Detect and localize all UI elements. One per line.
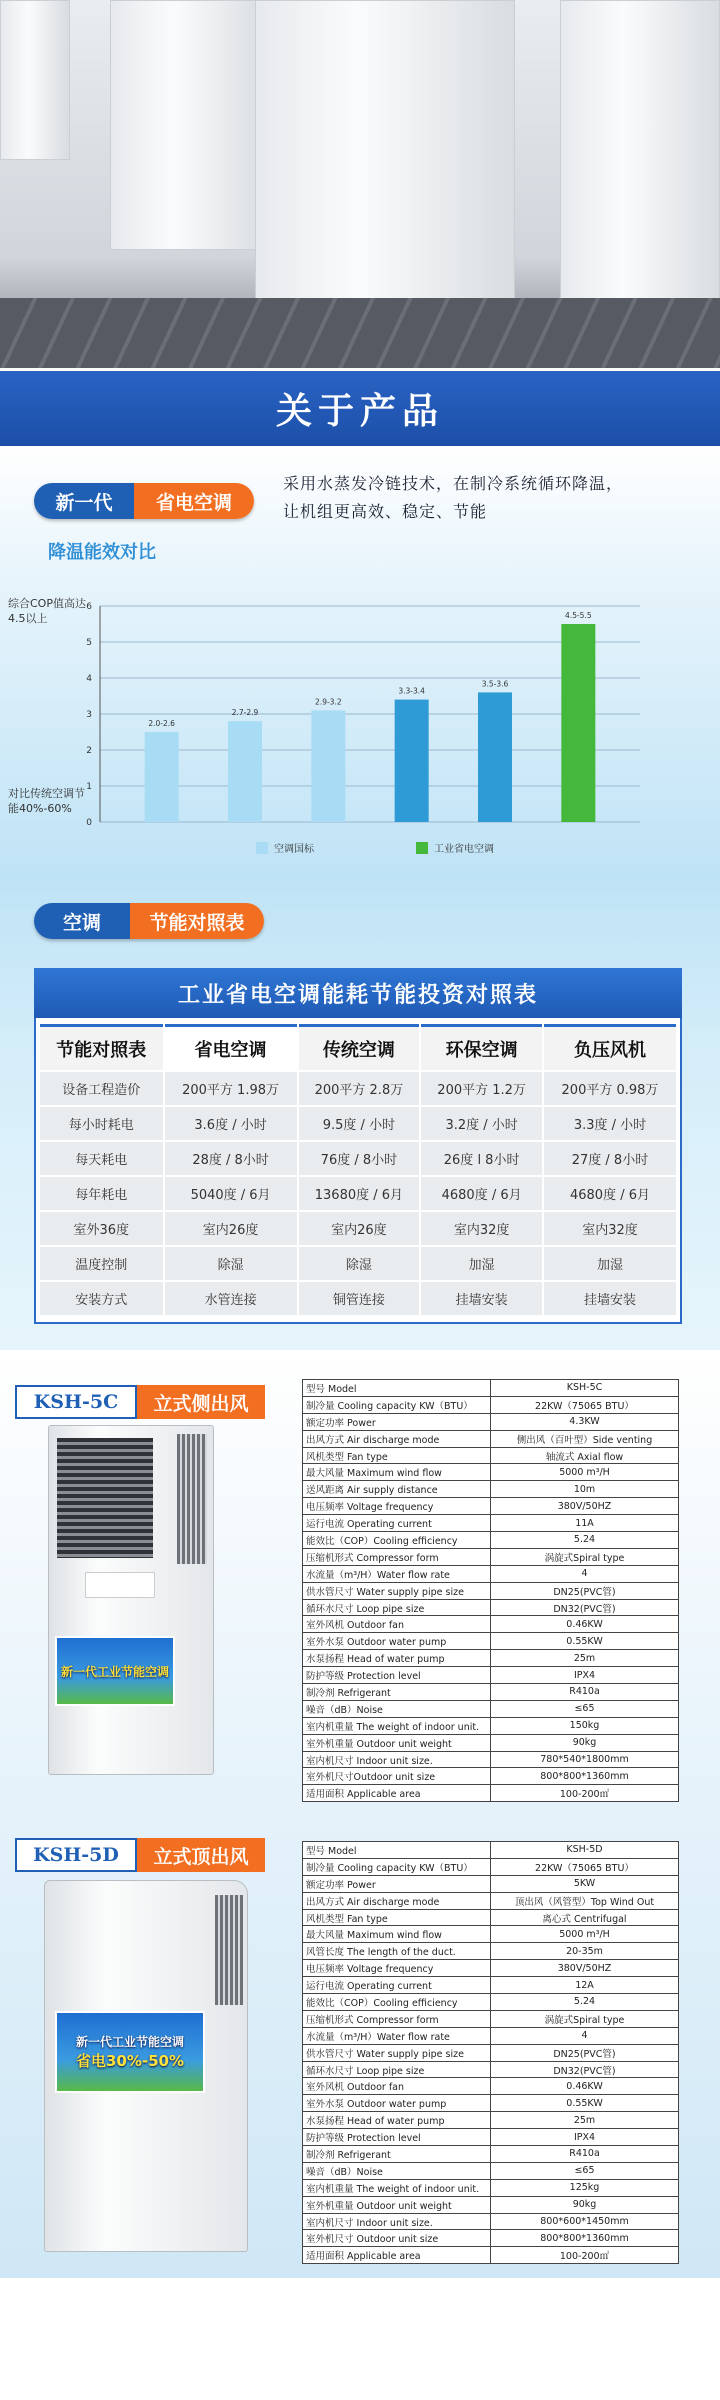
chart-bar bbox=[561, 624, 595, 822]
spec-label: 压缩机形式 Compressor form bbox=[303, 1548, 491, 1565]
model-label: KSH-5D bbox=[15, 1838, 137, 1872]
spec-row bbox=[303, 2095, 679, 2112]
comparison-row bbox=[40, 1177, 676, 1210]
spec-row bbox=[303, 2162, 679, 2179]
spec-label: 额定功率 Power bbox=[303, 1875, 491, 1892]
spec-label: 供水管尺寸 Water supply pipe size bbox=[303, 2044, 491, 2061]
y-tick-label: 5 bbox=[86, 638, 92, 648]
spec-label: 能效比（COP）Cooling efficiency bbox=[303, 1994, 491, 2011]
spec-label: 噪音（dB）Noise bbox=[303, 1700, 491, 1717]
spec-label: 水流量（m³/H）Water flow rate bbox=[303, 1565, 491, 1582]
chart-bar bbox=[478, 692, 512, 822]
chart-bar bbox=[395, 700, 429, 822]
spec-label: 室内机尺寸 Indoor unit size. bbox=[303, 1751, 491, 1768]
spec-value: 22KW（75065 BTU） bbox=[491, 1858, 679, 1875]
spec-label: 出风方式 Air discharge mode bbox=[303, 1892, 491, 1909]
comparison-cell: 加湿 bbox=[544, 1247, 676, 1280]
spec-value: 5.24 bbox=[491, 1994, 679, 2011]
spec-value: 150kg bbox=[491, 1717, 679, 1734]
bar-data-label: 2.9-3.2 bbox=[315, 697, 342, 707]
spec-row bbox=[303, 1717, 679, 1734]
spec-label: 风管长度 The length of the duct. bbox=[303, 1943, 491, 1960]
spec-value: DN25(PVC管) bbox=[491, 1582, 679, 1599]
side-vent bbox=[177, 1434, 207, 1564]
comparison-cell: 13680度 / 6月 bbox=[299, 1177, 420, 1210]
spec-row bbox=[303, 1380, 679, 1397]
spec-value: 125kg bbox=[491, 2179, 679, 2196]
spec-row bbox=[303, 1616, 679, 1633]
y-tick-label: 3 bbox=[86, 710, 92, 720]
spec-value: 5KW bbox=[491, 1875, 679, 1892]
spec-row bbox=[303, 2213, 679, 2230]
spec-label: 电压频率 Voltage frequency bbox=[303, 1960, 491, 1977]
spec-row bbox=[303, 2179, 679, 2196]
spec-row bbox=[303, 1515, 679, 1532]
sticker-saving: 省电30%-50% bbox=[75, 2052, 185, 2070]
spec-value: 100-200㎡ bbox=[491, 2247, 679, 2264]
spec-value: 轴流式 Axial flow bbox=[491, 1447, 679, 1464]
spec-value: 侧出风（百叶型）Side venting bbox=[491, 1430, 679, 1447]
spec-value: 380V/50HZ bbox=[491, 1498, 679, 1515]
comparison-cell: 室内26度 bbox=[165, 1212, 297, 1245]
spec-row bbox=[303, 1447, 679, 1464]
spec-row bbox=[303, 1548, 679, 1565]
spec-row bbox=[303, 1785, 679, 1802]
spec-value: ≤65 bbox=[491, 1700, 679, 1717]
legend-swatch bbox=[256, 842, 268, 854]
page-bottom bbox=[0, 2278, 720, 2400]
spec-row bbox=[303, 2044, 679, 2061]
comparison-cell: 76度 / 8小时 bbox=[299, 1142, 420, 1175]
spec-value: 10m bbox=[491, 1481, 679, 1498]
comparison-cell: 3.2度 / 小时 bbox=[421, 1107, 542, 1140]
comparison-header-cell: 环保空调 bbox=[421, 1024, 542, 1070]
comparison-header-cell: 节能对照表 bbox=[40, 1024, 163, 1070]
spec-row bbox=[303, 1430, 679, 1447]
comparison-cell: 200平方 1.98万 bbox=[165, 1072, 297, 1105]
spec-label: 送风距离 Air supply distance bbox=[303, 1481, 491, 1498]
legend-swatch bbox=[416, 842, 428, 854]
sticker-text: 新一代工业节能空调 bbox=[60, 1664, 169, 1679]
comparison-cell: 每小时耗电 bbox=[40, 1107, 163, 1140]
spec-label: 室内机尺寸 Indoor unit size. bbox=[303, 2213, 491, 2230]
spec-row bbox=[303, 1926, 679, 1943]
floor bbox=[0, 298, 720, 368]
spec-row bbox=[303, 1768, 679, 1785]
air-grille bbox=[57, 1438, 153, 1558]
spec-row bbox=[303, 1994, 679, 2011]
chart-bar bbox=[145, 732, 179, 822]
chart-title: 降温能效对比 bbox=[48, 542, 156, 563]
spec-value: R410a bbox=[491, 2146, 679, 2163]
comparison-cell: 挂墙安装 bbox=[421, 1282, 542, 1315]
spec-row bbox=[303, 1943, 679, 1960]
spec-value: KSH-5C bbox=[491, 1380, 679, 1397]
side-vent bbox=[215, 1895, 243, 2005]
legend-label: 工业省电空调 bbox=[434, 844, 494, 855]
chart-legend bbox=[256, 842, 494, 855]
spec-value: 5.24 bbox=[491, 1532, 679, 1549]
product2-tag bbox=[15, 1838, 265, 1872]
spec-label: 室外机尺寸Outdoor unit size bbox=[303, 1768, 491, 1785]
spec-value: IPX4 bbox=[491, 2129, 679, 2146]
spec-value: DN32(PVC管) bbox=[491, 2061, 679, 2078]
spec-row bbox=[303, 2061, 679, 2078]
cop-note: 综合COP值高达4.5以上 bbox=[8, 597, 86, 625]
spec-label: 供水管尺寸 Water supply pipe size bbox=[303, 1582, 491, 1599]
comparison-cell: 4680度 / 6月 bbox=[421, 1177, 542, 1210]
comparison-cell: 加湿 bbox=[421, 1247, 542, 1280]
chart-bars bbox=[145, 611, 596, 822]
y-tick-label: 1 bbox=[86, 782, 92, 792]
y-tick-label: 2 bbox=[86, 746, 92, 756]
type-label: 立式侧出风 bbox=[137, 1385, 265, 1419]
spec-value: 0.46KW bbox=[491, 2078, 679, 2095]
comparison-header-cell: 省电空调 bbox=[165, 1024, 297, 1070]
spec-label: 制冷剂 Refrigerant bbox=[303, 1684, 491, 1701]
spec-value: 780*540*1800mm bbox=[491, 1751, 679, 1768]
spec-label: 型号 Model bbox=[303, 1380, 491, 1397]
spec-label: 制冷量 Cooling capacity KW（BTU） bbox=[303, 1858, 491, 1875]
comparison-cell: 室内32度 bbox=[421, 1212, 542, 1245]
spec-value: 800*600*1450mm bbox=[491, 2213, 679, 2230]
comparison-header-row bbox=[40, 1024, 676, 1070]
spec-label: 适用面积 Applicable area bbox=[303, 2247, 491, 2264]
spec-row bbox=[303, 2196, 679, 2213]
tag-left: 空调 bbox=[34, 903, 130, 939]
spec-label: 制冷量 Cooling capacity KW（BTU） bbox=[303, 1396, 491, 1413]
comparison-header-cell: 传统空调 bbox=[299, 1024, 420, 1070]
comparison-cell: 27度 / 8小时 bbox=[544, 1142, 676, 1175]
tag-left: 新一代 bbox=[34, 483, 134, 519]
chart-bar bbox=[311, 710, 345, 822]
spec-label: 最大风量 Maximum wind flow bbox=[303, 1926, 491, 1943]
spec-value: 5000 m³/H bbox=[491, 1464, 679, 1481]
spec-value: KSH-5D bbox=[491, 1842, 679, 1859]
spec-value: 涡旋式Spiral type bbox=[491, 2010, 679, 2027]
comparison-cell: 200平方 1.2万 bbox=[421, 1072, 542, 1105]
spec-row bbox=[303, 2247, 679, 2264]
bar-data-label: 2.7-2.9 bbox=[231, 708, 259, 718]
efficiency-chart bbox=[40, 586, 680, 866]
comparison-row bbox=[40, 1212, 676, 1245]
spec-label: 能效比（COP）Cooling efficiency bbox=[303, 1532, 491, 1549]
spec-row bbox=[303, 1700, 679, 1717]
banner-title: 关于产品 bbox=[275, 391, 444, 432]
comparison-cell: 挂墙安装 bbox=[544, 1282, 676, 1315]
spec-row bbox=[303, 1532, 679, 1549]
comparison-cell: 3.3度 / 小时 bbox=[544, 1107, 676, 1140]
spec-label: 室外风机 Outdoor fan bbox=[303, 2078, 491, 2095]
spec-row bbox=[303, 2078, 679, 2095]
comparison-cell: 200平方 0.98万 bbox=[544, 1072, 676, 1105]
spec-value: 0.46KW bbox=[491, 1616, 679, 1633]
comparison-tag bbox=[34, 903, 264, 939]
spec-row bbox=[303, 2146, 679, 2163]
tag-right: 节能对照表 bbox=[130, 903, 264, 939]
spec-row bbox=[303, 1734, 679, 1751]
spec-label: 适用面积 Applicable area bbox=[303, 1785, 491, 1802]
hero-photo bbox=[0, 0, 720, 368]
comparison-row bbox=[40, 1247, 676, 1280]
comparison-cell: 设备工程造价 bbox=[40, 1072, 163, 1105]
spec-label: 室外风机 Outdoor fan bbox=[303, 1616, 491, 1633]
spec-row bbox=[303, 2112, 679, 2129]
product-sticker bbox=[55, 2011, 205, 2093]
spec-value: 20-35m bbox=[491, 1943, 679, 1960]
traditional-note: 对比传统空调节能40%-60% bbox=[8, 787, 85, 815]
comparison-cell: 室内26度 bbox=[299, 1212, 420, 1245]
spec-row bbox=[303, 1464, 679, 1481]
spec-label: 防护等级 Protection level bbox=[303, 1667, 491, 1684]
y-tick-label: 6 bbox=[86, 602, 92, 612]
control-panel bbox=[85, 1572, 155, 1598]
spec-value: DN25(PVC管) bbox=[491, 2044, 679, 2061]
spec-row bbox=[303, 2010, 679, 2027]
spec-value: 0.55KW bbox=[491, 1633, 679, 1650]
cabinet-image bbox=[0, 0, 70, 160]
comparison-cell: 安装方式 bbox=[40, 1282, 163, 1315]
legend-label: 空调国标 bbox=[274, 844, 314, 855]
spec-label: 室外机重量 Outdoor unit weight bbox=[303, 1734, 491, 1751]
spec-label: 室内机重量 The weight of indoor unit. bbox=[303, 2179, 491, 2196]
spec-label: 防护等级 Protection level bbox=[303, 2129, 491, 2146]
cabinet-image bbox=[110, 0, 270, 250]
comparison-table bbox=[38, 1022, 678, 1317]
spec-label: 水泵扬程 Head of water pump bbox=[303, 2112, 491, 2129]
comparison-cell: 铜管连接 bbox=[299, 1282, 420, 1315]
spec-label: 风机类型 Fan type bbox=[303, 1447, 491, 1464]
comparison-row bbox=[40, 1282, 676, 1315]
ksh-5d-spec-table bbox=[302, 1841, 679, 2264]
comparison-table-title: 工业省电空调能耗节能投资对照表 bbox=[34, 968, 682, 1018]
bar-data-label: 3.5-3.6 bbox=[481, 679, 509, 689]
bar-data-label: 3.3-3.4 bbox=[398, 686, 425, 696]
chart-bar bbox=[228, 721, 262, 822]
spec-value: DN32(PVC管) bbox=[491, 1599, 679, 1616]
spec-value: ≤65 bbox=[491, 2162, 679, 2179]
spec-value: 90kg bbox=[491, 2196, 679, 2213]
spec-value: 4 bbox=[491, 2027, 679, 2044]
spec-value: 800*800*1360mm bbox=[491, 1768, 679, 1785]
spec-value: 5000 m³/H bbox=[491, 1926, 679, 1943]
spec-row bbox=[303, 1909, 679, 1926]
product-sticker bbox=[55, 1636, 175, 1706]
spec-value: 顶出风（风管型）Top Wind Out bbox=[491, 1892, 679, 1909]
comparison-cell: 每天耗电 bbox=[40, 1142, 163, 1175]
spec-row bbox=[303, 1481, 679, 1498]
tag-right: 省电空调 bbox=[134, 483, 254, 519]
spec-value: 离心式 Centrifugal bbox=[491, 1909, 679, 1926]
spec-row bbox=[303, 1582, 679, 1599]
spec-row bbox=[303, 1667, 679, 1684]
intro-line: 让机组更高效、稳定、节能 bbox=[283, 502, 488, 521]
spec-row bbox=[303, 1498, 679, 1515]
bar-data-label: 4.5-5.5 bbox=[565, 611, 592, 620]
spec-label: 风机类型 Fan type bbox=[303, 1909, 491, 1926]
type-label: 立式顶出风 bbox=[137, 1838, 265, 1872]
spec-row bbox=[303, 1892, 679, 1909]
spec-value: 380V/50HZ bbox=[491, 1960, 679, 1977]
spec-label: 室外机重量 Outdoor unit weight bbox=[303, 2196, 491, 2213]
comparison-header-cell: 负压风机 bbox=[544, 1024, 676, 1070]
spec-value: 25m bbox=[491, 1650, 679, 1667]
spec-row bbox=[303, 1396, 679, 1413]
y-tick-label: 0 bbox=[86, 818, 92, 828]
spec-value: 90kg bbox=[491, 1734, 679, 1751]
product1-tag bbox=[15, 1385, 265, 1419]
spec-row bbox=[303, 1977, 679, 1994]
spec-value: 0.55KW bbox=[491, 2095, 679, 2112]
spec-label: 循环水尺寸 Loop pipe size bbox=[303, 1599, 491, 1616]
spec-label: 室外水泵 Outdoor water pump bbox=[303, 1633, 491, 1650]
spec-value: 4.3KW bbox=[491, 1413, 679, 1430]
model-label: KSH-5C bbox=[15, 1385, 137, 1419]
ksh-5d-unit-image bbox=[44, 1880, 248, 2252]
spec-label: 额定功率 Power bbox=[303, 1413, 491, 1430]
comparison-cell: 5040度 / 6月 bbox=[165, 1177, 297, 1210]
spec-row bbox=[303, 1684, 679, 1701]
new-gen-tag bbox=[34, 483, 254, 519]
spec-label: 室外机尺寸 Outdoor unit size bbox=[303, 2230, 491, 2247]
comparison-cell: 28度 / 8小时 bbox=[165, 1142, 297, 1175]
spec-label: 室内机重量 The weight of indoor unit. bbox=[303, 1717, 491, 1734]
comparison-cell: 除湿 bbox=[165, 1247, 297, 1280]
spec-row bbox=[303, 2027, 679, 2044]
spec-label: 压缩机形式 Compressor form bbox=[303, 2010, 491, 2027]
spec-label: 型号 Model bbox=[303, 1842, 491, 1859]
spec-value: IPX4 bbox=[491, 1667, 679, 1684]
comparison-cell: 200平方 2.8万 bbox=[299, 1072, 420, 1105]
intro-line: 采用水蒸发冷链技术，在制冷系统循环降温， bbox=[283, 474, 624, 493]
spec-value: 4 bbox=[491, 1565, 679, 1582]
spec-row bbox=[303, 1858, 679, 1875]
spec-label: 制冷剂 Refrigerant bbox=[303, 2146, 491, 2163]
cabinet-image bbox=[255, 0, 515, 330]
bar-data-label: 2.0-2.6 bbox=[148, 719, 175, 728]
spec-label: 运行电流 Operating current bbox=[303, 1977, 491, 1994]
comparison-row bbox=[40, 1142, 676, 1175]
spec-row bbox=[303, 1875, 679, 1892]
spec-value: R410a bbox=[491, 1684, 679, 1701]
comparison-row bbox=[40, 1107, 676, 1140]
comparison-cell: 除湿 bbox=[299, 1247, 420, 1280]
spec-value: 22KW（75065 BTU） bbox=[491, 1396, 679, 1413]
spec-row bbox=[303, 1960, 679, 1977]
spec-value: 100-200㎡ bbox=[491, 1785, 679, 1802]
spec-label: 电压频率 Voltage frequency bbox=[303, 1498, 491, 1515]
comparison-cell: 水管连接 bbox=[165, 1282, 297, 1315]
comparison-cell: 温度控制 bbox=[40, 1247, 163, 1280]
spec-row bbox=[303, 2230, 679, 2247]
ksh-5c-spec-table bbox=[302, 1379, 679, 1802]
spec-row bbox=[303, 1751, 679, 1768]
spec-row bbox=[303, 1650, 679, 1667]
spec-row bbox=[303, 1565, 679, 1582]
comparison-cell: 3.6度 / 小时 bbox=[165, 1107, 297, 1140]
spec-value: 涡旋式Spiral type bbox=[491, 1548, 679, 1565]
comparison-cell: 26度 l 8小时 bbox=[421, 1142, 542, 1175]
spec-label: 运行电流 Operating current bbox=[303, 1515, 491, 1532]
spec-row bbox=[303, 1633, 679, 1650]
spec-label: 噪音（dB）Noise bbox=[303, 2162, 491, 2179]
spec-value: 25m bbox=[491, 2112, 679, 2129]
spec-row bbox=[303, 1413, 679, 1430]
spec-value: 11A bbox=[491, 1515, 679, 1532]
spec-value: 800*800*1360mm bbox=[491, 2230, 679, 2247]
about-banner bbox=[0, 368, 720, 446]
comparison-cell: 每年耗电 bbox=[40, 1177, 163, 1210]
y-tick-label: 4 bbox=[86, 674, 92, 684]
spec-label: 室外水泵 Outdoor water pump bbox=[303, 2095, 491, 2112]
comparison-cell: 9.5度 / 小时 bbox=[299, 1107, 420, 1140]
comparison-cell: 室外36度 bbox=[40, 1212, 163, 1245]
intro-text bbox=[283, 470, 703, 526]
spec-label: 循环水尺寸 Loop pipe size bbox=[303, 2061, 491, 2078]
spec-row bbox=[303, 1599, 679, 1616]
comparison-row bbox=[40, 1072, 676, 1105]
comparison-cell: 室内32度 bbox=[544, 1212, 676, 1245]
spec-label: 水泵扬程 Head of water pump bbox=[303, 1650, 491, 1667]
spec-label: 出风方式 Air discharge mode bbox=[303, 1430, 491, 1447]
spec-label: 最大风量 Maximum wind flow bbox=[303, 1464, 491, 1481]
spec-value: 12A bbox=[491, 1977, 679, 1994]
ksh-5c-unit-image bbox=[48, 1425, 214, 1775]
spec-row bbox=[303, 1842, 679, 1859]
spec-label: 水流量（m³/H）Water flow rate bbox=[303, 2027, 491, 2044]
spec-row bbox=[303, 2129, 679, 2146]
sticker-text: 新一代工业节能空调 bbox=[75, 2035, 184, 2049]
comparison-cell: 4680度 / 6月 bbox=[544, 1177, 676, 1210]
